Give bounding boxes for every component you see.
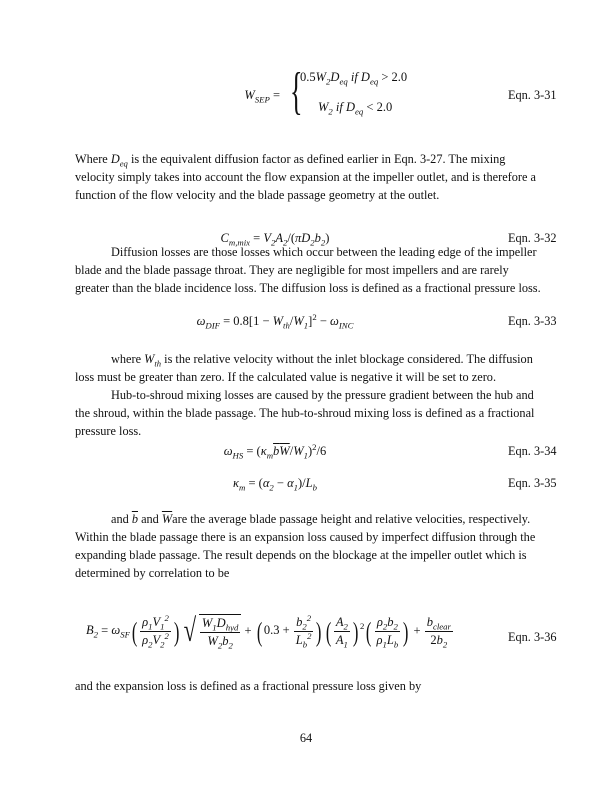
symbol-base: C [220,231,229,245]
symbol-base: α [287,476,294,490]
math-symbol [111,623,130,640]
symbol-base: b [436,633,443,647]
symbol-base: W [201,616,213,630]
math-symbol [346,100,364,117]
math-symbol [296,612,312,632]
subscript: th [283,320,290,331]
symbol-base: V [152,633,161,647]
symbol-base: $\overline{b}$ [273,444,280,458]
math-symbol [436,633,448,650]
superscript: 2 [307,630,312,641]
symbol-base: + [241,623,255,638]
subscript: HS [232,450,244,461]
symbol-base: W [244,88,255,102]
superscript: 2 [164,612,169,623]
subscript: 2 [282,237,288,248]
math-symbol [110,152,128,169]
math-symbol [270,88,280,102]
fraction [200,616,240,649]
symbol-base: D [346,100,356,114]
numerator [425,615,453,632]
math-symbol [386,633,399,650]
symbol-base: > 2.0 [378,70,408,84]
subscript: SF [120,629,130,640]
math-symbol [223,444,244,461]
math-symbol [293,314,309,331]
symbol-base: = ( [245,476,263,490]
parenthesized-group [255,612,324,650]
subscript: 2 [442,639,448,650]
symbol-base: ) [308,444,313,458]
subscript: eq [119,158,128,169]
paragraph-3 [75,350,545,386]
symbol-base: ρ [142,615,149,629]
fraction [334,615,350,648]
math-symbol [264,623,293,637]
math-symbol [330,314,354,331]
math-symbol [318,100,333,117]
subscript: eq [339,76,348,87]
left-paren: ( [366,615,372,647]
subscript: 1 [343,639,348,650]
math-symbol [287,476,298,493]
symbol-base: if [332,100,346,114]
symbol-base: W [293,314,304,328]
math-symbol [308,441,317,458]
math-symbol [244,88,270,105]
math-symbol [152,612,169,632]
eqn-3-33 [75,311,475,331]
eqn-3-31-label: Eqn. 3-31 [508,88,557,102]
subscript: m [266,450,274,461]
math-symbol [222,634,233,651]
symbol-base: ω [223,444,233,458]
math-symbol [196,314,220,331]
symbol-base: = ( [243,444,261,458]
eqn-3-31-lhs [190,88,280,103]
numerator [140,612,171,632]
subscript: m,mix [228,237,251,248]
math-symbol [216,616,239,633]
left-paren: ( [256,615,262,647]
math-symbol [241,623,254,637]
subscript: hyd [225,622,239,633]
superscript: 2 [164,630,169,641]
fraction [294,612,314,650]
symbol-base: / [289,444,294,458]
subscript: 2 [310,237,315,248]
subscript: 2 [160,639,165,650]
symbol-base: ρ [376,633,383,647]
math-symbol [330,70,348,87]
math-symbol [293,444,308,461]
subscript: 1 [303,320,309,331]
text-run: and the expansion loss is defined as a fractional pressure loss given by [75,679,422,693]
left-paren: ( [325,615,331,647]
math-symbol [335,633,348,650]
math-symbol [152,630,169,650]
text-run: Where [75,152,111,166]
right-paren: ) [173,615,180,647]
subscript: th [154,358,162,369]
math-symbol [142,633,153,650]
math-symbol [295,630,312,650]
symbol-base: W [293,444,304,458]
math-symbol [305,476,317,493]
math-symbol [300,70,316,84]
math-symbol [279,444,289,458]
symbol-base: W [318,100,329,114]
text-run: is the equivalent diffusion factor as defined earlier in Eqn. 3-27. The mixing velocity simply takes into account the flow expansion at the impeller outlet, and is therefore a function of the flow velocity and the blade passage geometry at the outlet. [75,152,536,202]
subscript: DIF [205,320,220,331]
math-symbol [144,352,162,369]
math-symbol [207,634,223,651]
text-run: where [111,352,145,366]
symbol-base: ω [196,314,206,328]
paragraph-6 [75,677,545,695]
eqn-3-34 [75,441,475,461]
math-symbol [363,100,392,114]
symbol-base: κ [233,476,240,490]
symbol-base: /6 [316,444,327,458]
eqn-3-35-label: Eqn. 3-35 [508,476,557,490]
eqn-3-36 [60,614,480,649]
subscript: 2 [320,237,326,248]
symbol-base: b [296,615,303,629]
symbol-base: / [289,314,294,328]
math-symbol [348,70,361,84]
text-run: and [138,512,162,526]
numerator [200,616,240,633]
symbol-base: W [207,634,218,648]
symbol-base: ρ [376,615,383,629]
paragraph-2 [75,243,545,297]
brace-symbol: { [290,63,303,120]
symbol-base: b [387,615,394,629]
text-run: Diffusion losses are those losses which occur between the leading edge of the impeller blade and the blade passage throat. They are negligible for most impellers and are rarely greater than the blade incidence loss. The diffusion loss is defined as a fractional pressure loss. [75,245,541,295]
math-symbol [335,615,348,632]
math-symbol [245,476,262,490]
math-symbol [233,476,246,493]
symbol-base: = 0.8[1 − [219,314,273,328]
parenthesized-group [364,615,410,650]
eqn-3-31-case1 [300,70,407,85]
symbol-base: D [110,152,120,166]
math-symbol [274,476,287,490]
subscript: 2 [93,629,99,640]
symbol-base: D [360,70,370,84]
superscript: 2 [360,621,365,632]
denominator [140,632,171,648]
eqn-3-35 [75,476,475,491]
symbol-base: − [273,476,288,490]
symbol-base: $\overline{W}$ [161,512,173,526]
subscript: 2 [382,621,388,632]
math-symbol [387,615,398,632]
superscript: 2 [312,441,317,452]
text-run: are the average blade passage height and relative velocities, respectively. Within the blade passage there is an expansion loss caused by imperfect diffusion through the expanding blade passage. The result depends on the blockage at the impeller outlet which is determined by correlation to be [75,512,536,580]
superscript: 2 [306,612,312,623]
math-symbol [333,100,346,114]
subscript: 1 [293,482,298,493]
math-symbol [315,70,331,87]
math-symbol [378,70,407,84]
symbol-base: A [335,615,344,629]
square-root [181,614,241,649]
symbol-base: V [152,615,161,629]
math-symbol [376,615,388,632]
page-number: 64 [299,731,313,745]
symbol-base: D [330,70,340,84]
symbol-base: = [98,623,112,638]
math-symbol [243,444,260,458]
subscript: 2 [269,482,274,493]
subscript: b [312,482,317,493]
symbol-base: ] [308,314,313,328]
symbol-base: κ [260,444,267,458]
math-symbol [317,444,327,458]
denominator [200,633,240,649]
symbol-base: b [314,231,321,245]
symbol-base: $\overline{W}$ [279,444,290,458]
subscript: INC [338,320,354,331]
math-symbol [98,623,111,637]
symbol-base: = [250,231,264,245]
right-paren: ) [352,615,359,647]
symbol-base: /( [287,231,295,245]
subscript: 1 [382,639,387,650]
symbol-base: W [144,352,155,366]
subscript: 1 [160,621,165,632]
symbol-base: − [316,314,330,328]
numerator [375,615,401,632]
symbol-base: A [335,633,344,647]
math-symbol [220,314,273,328]
subscript: m [239,482,246,493]
eqn-3-31-case2 [318,100,392,115]
subscript: 2 [217,640,223,651]
symbol-base: ω [330,314,339,328]
subscript: 2 [328,106,333,117]
numerator [334,615,350,632]
text-run: Hub-to-shroud mixing losses are caused by the pressure gradient between the hub and the shroud, within the blade passage. The hub-to-shroud mixing loss is defined as a fractional pressure loss. [75,388,535,438]
right-paren: ) [403,615,409,647]
math-symbol [308,311,317,328]
math-symbol [317,314,330,328]
symbol-base: + [410,623,424,638]
symbol-base: ρ [142,633,149,647]
symbol-base: L [295,633,303,647]
math-symbol [162,512,172,526]
subscript: 2 [302,621,307,632]
subscript: 1 [148,621,153,632]
subscript: 1 [212,622,217,633]
eqn-3-33-label: Eqn. 3-33 [508,314,557,328]
parenthesized-group [324,615,365,650]
subscript: 2 [228,640,233,651]
symbol-base: L [305,476,313,490]
math-symbol [260,444,274,461]
symbol-base: < 2.0 [363,100,393,114]
math-symbol [272,314,290,331]
subscript: 2 [270,237,276,248]
subscript: SEP [254,94,270,105]
paragraph-1 [75,150,545,204]
symbol-base: W [272,314,284,328]
parenthesized-group [130,612,181,650]
math-symbol [86,623,99,640]
subscript: b [302,639,308,650]
eqn-3-36-label: Eqn. 3-36 [508,630,557,644]
subscript: 2 [148,639,153,650]
symbol-base: 0.5 [300,70,316,84]
denominator [334,632,350,648]
symbol-base: 0.3 + [263,623,293,638]
fraction [375,615,401,648]
math-symbol [298,476,306,490]
subscript: eq [369,76,379,87]
right-paren: ) [316,615,322,647]
eqn-3-34-label: Eqn. 3-34 [508,444,557,458]
superscript: 2 [312,311,317,322]
paragraph-4 [75,386,545,440]
symbol-base: = [269,88,280,102]
text-run: is the relative velocity without the inlet blockage considered. The diffusion loss must be greater than zero. If the calculated value is negative it will be set to zero. [75,352,533,384]
symbol-base: )/ [298,476,306,490]
symbol-base: V [263,231,271,245]
symbol-base: 2 [430,633,437,647]
math-symbol [262,476,274,493]
symbol-base: B [86,623,94,638]
fraction [140,612,171,650]
math-symbol [201,616,217,633]
math-symbol [410,623,423,637]
subscript: 2 [326,76,331,87]
symbol-base: A [275,231,283,245]
fraction [425,615,453,648]
eqn-3-32-label: Eqn. 3-32 [508,231,557,245]
symbol-base: b [222,634,229,648]
math-symbol [426,615,451,632]
symbol-base: L [386,633,394,647]
radicand [199,614,241,649]
subscript: b [393,639,399,650]
math-symbol [376,633,387,650]
symbol-base: b [426,615,433,629]
subscript: 1 [303,450,308,461]
symbol-base: W [315,70,327,84]
math-symbol [360,70,379,87]
denominator [425,632,453,648]
subscript: clear [432,621,451,632]
left-paren: ( [131,615,138,647]
symbol-base: ) [325,231,330,245]
symbol-base: $\overline{b}$ [131,512,138,526]
denominator [375,632,401,648]
symbol-base: D [216,616,226,630]
subscript: eq [355,106,364,117]
math-symbol [142,615,153,632]
numerator [294,612,314,632]
symbol-base: ω [111,623,121,638]
symbol-base: πD [295,231,311,245]
radical-sign: √ [183,613,197,650]
subscript: 2 [393,621,398,632]
symbol-base: α [262,476,270,490]
text-run: and [111,512,132,526]
denominator [294,632,314,648]
symbol-base: if [347,70,361,84]
paragraph-5 [75,510,545,582]
subscript: 2 [343,621,348,632]
